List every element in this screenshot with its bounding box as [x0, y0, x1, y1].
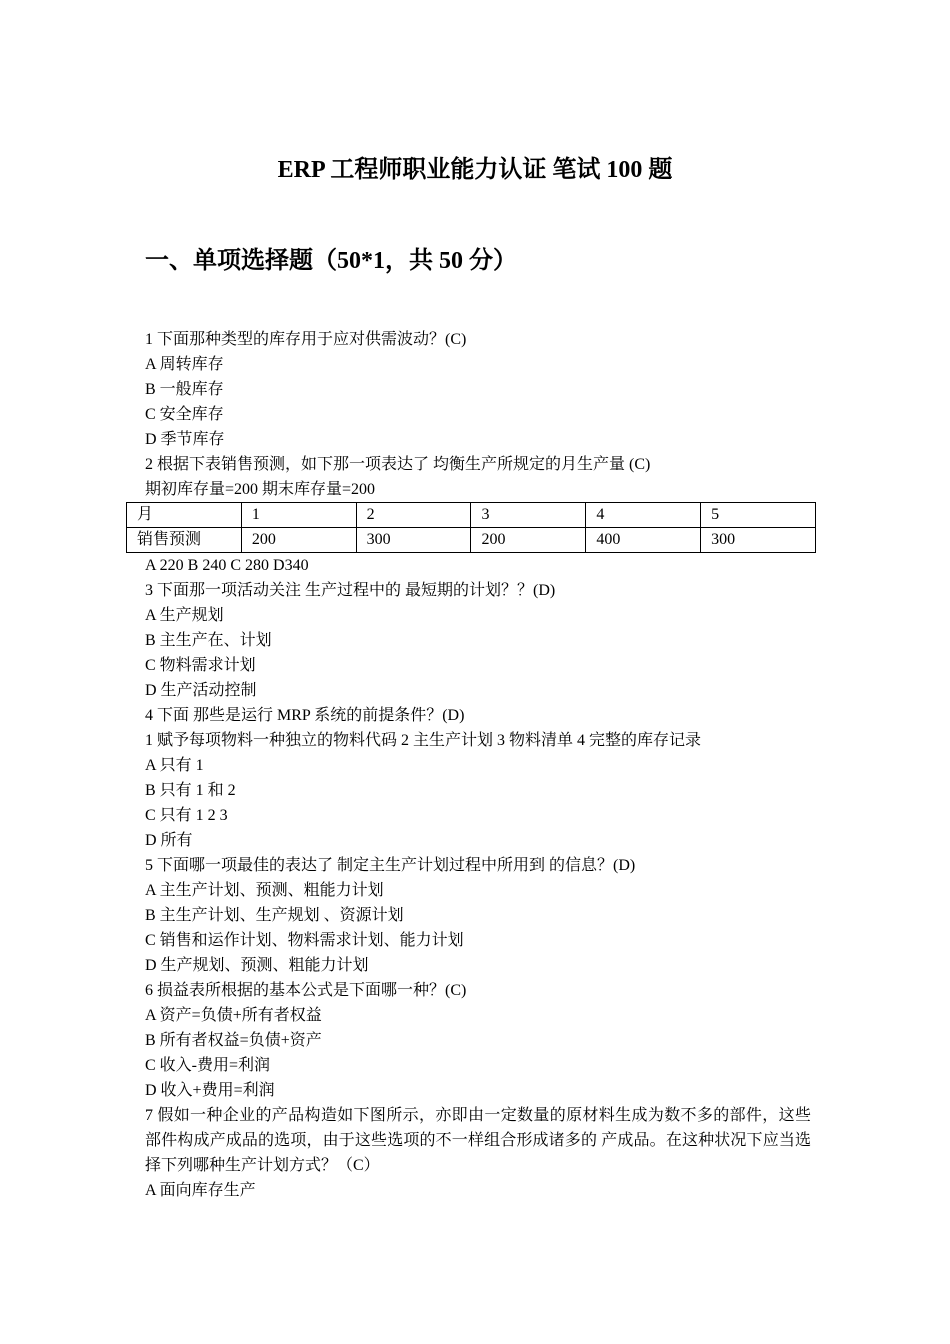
- q5-option-a: A 主生产计划、预测、粗能力计划: [145, 882, 384, 899]
- q5-option-d: D 生产规划、预测、粗能力计划: [145, 957, 369, 974]
- q3-option-b: B 主生产在、计划: [145, 632, 272, 649]
- q5-option-c: C 销售和运作计划、物料需求计划、能力计划: [145, 932, 464, 949]
- q2-inventory-note: 期初库存量=200 期末库存量=200: [145, 481, 376, 498]
- q6-option-b: B 所有者权益=负债+资产: [145, 1032, 322, 1049]
- table-row: [127, 528, 816, 553]
- table-cell: 300: [701, 528, 816, 553]
- table-row: [127, 503, 816, 528]
- q4-text: 4 下面 那些是运行 MRP 系统的前提条件？(D): [145, 707, 465, 724]
- q3-option-a: A 生产规划: [145, 607, 224, 624]
- table-cell: 1: [241, 503, 356, 528]
- q4-option-b: B 只有 1 和 2: [145, 782, 236, 799]
- q1-option-a: A 周转库存: [145, 356, 224, 373]
- table-cell: 月: [127, 503, 242, 528]
- question-block-2: [145, 553, 825, 1203]
- q6-option-a: A 资产=负债+所有者权益: [145, 1007, 322, 1024]
- table-cell: 5: [701, 503, 816, 528]
- q2-options: A 220 B 240 C 280 D340: [145, 557, 309, 574]
- q3-option-d: D 生产活动控制: [145, 682, 257, 699]
- q6-option-d: D 收入+费用=利润: [145, 1082, 275, 1099]
- question-block-1: [145, 327, 825, 502]
- q5-option-b: B 主生产计划、生产规划 、资源计划: [145, 907, 404, 924]
- table-cell: 2: [356, 503, 471, 528]
- table-cell: 4: [586, 503, 701, 528]
- q1-option-b: B 一般库存: [145, 381, 224, 398]
- q3-option-c: C 物料需求计划: [145, 657, 256, 674]
- document-title: ERP 工程师职业能力认证 笔试 100 题: [277, 157, 673, 183]
- q4-option-a: A 只有 1: [145, 757, 204, 774]
- q1-text: 1 下面那种类型的库存用于应对供需波动？(C): [145, 331, 467, 348]
- q7-option-a: A 面向库存生产: [145, 1182, 256, 1199]
- sales-forecast-table: [126, 502, 816, 553]
- q4-conditions: 1 赋予每项物料一种独立的物料代码 2 主生产计划 3 物料清单 4 完整的库存记录: [145, 732, 702, 749]
- section-heading: 一、单项选择题（50*1，共 50 分）: [145, 248, 517, 274]
- q1-option-c: C 安全库存: [145, 406, 224, 423]
- table-cell: 200: [471, 528, 586, 553]
- q5-text: 5 下面哪一项最佳的表达了 制定主生产计划过程中所用到 的信息？(D): [145, 857, 636, 874]
- table-cell: 400: [586, 528, 701, 553]
- q3-text: 3 下面那一项活动关注 生产过程中的 最短期的计划？？(D): [145, 582, 556, 599]
- q4-option-c: C 只有 1 2 3: [145, 807, 228, 824]
- q1-option-d: D 季节库存: [145, 431, 225, 448]
- q2-text: 2 根据下表销售预测，如下那一项表达了 均衡生产所规定的月生产量 (C): [145, 456, 651, 473]
- q6-option-c: C 收入-费用=利润: [145, 1057, 271, 1074]
- table-cell: 300: [356, 528, 471, 553]
- q6-text: 6 损益表所根据的基本公式是下面哪一种？(C): [145, 982, 467, 999]
- table-cell: 销售预测: [127, 528, 242, 553]
- table-cell: 3: [471, 503, 586, 528]
- q7-text: 7 假如一种企业的产品构造如下图所示，亦即由一定数量的原材料生成为数不多的部件，这些部件构成产成品的选项，由于这些选项的不一样组合形成诸多的 产成品。在这种状况下应当选择下列哪种生产计划方式？（C）: [145, 1107, 811, 1174]
- q4-option-d: D 所有: [145, 832, 193, 849]
- table-cell: 200: [241, 528, 356, 553]
